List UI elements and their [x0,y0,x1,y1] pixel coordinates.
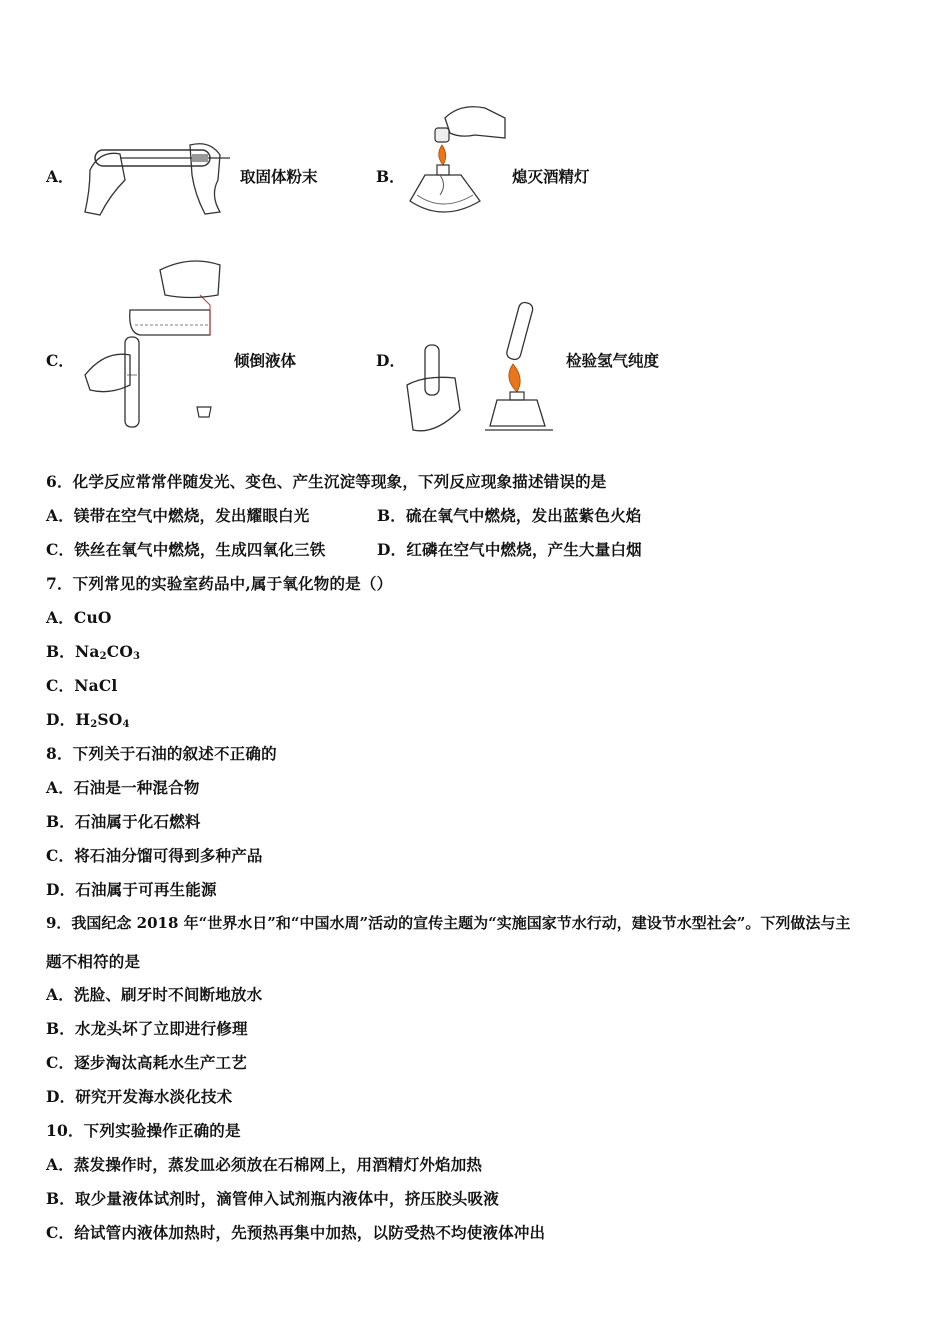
figure-test-hydrogen-purity [405,300,555,440]
q7-d-sub1: 2 [90,719,98,730]
q7-stem: 7．下列常见的实验室药品中,属于氧化物的是（） [46,574,393,593]
q7-d-mid: SO [97,710,123,729]
option-c-letter: C． [46,351,74,370]
option-c-caption: 倾倒液体 [234,351,297,370]
option-a-letter: A． [46,167,74,186]
q8-option-a: A．石油是一种混合物 [46,778,200,797]
q6-option-a: A．镁带在空气中燃烧，发出耀眼白光 [46,506,310,525]
q7-b-mid: CO [106,642,134,661]
q7-d-sub2: 4 [122,719,130,730]
q8-option-c: C．将石油分馏可得到多种产品 [46,846,263,865]
q8-option-d: D．石油属于可再生能源 [46,880,217,899]
q9-option-a: A．洗脸、刷牙时不间断地放水 [46,985,263,1004]
figure-pour-liquid [80,255,230,435]
q8-stem: 8．下列关于石油的叙述不正确的 [46,744,277,763]
q9-option-b: B．水龙头坏了立即进行修理 [46,1019,248,1038]
q7-option-c: C．NaCl [46,676,118,695]
q6-stem: 6．化学反应常常伴随发光、变色、产生沉淀等现象，下列反应现象描述错误的是 [46,472,607,491]
q7-option-a: A．CuO [46,608,112,627]
q6-option-d: D．红磷在空气中燃烧，产生大量白烟 [377,540,642,559]
q7-d-prefix: D．H [46,710,91,729]
q6-option-b: B．硫在氧气中燃烧，发出蓝紫色火焰 [377,506,642,525]
q7-option-b [46,640,140,662]
figure-take-solid-powder [80,140,230,215]
q8-option-b: B．石油属于化石燃料 [46,812,201,831]
q10-option-b: B．取少量液体试剂时，滴管伸入试剂瓶内液体中，挤压胶头吸液 [46,1189,499,1208]
q7-b-sub1: 2 [99,651,107,662]
q7-b-prefix: B．Na [46,642,100,661]
q7-b-sub2: 3 [133,651,141,662]
figure-extinguish-alcohol-lamp [405,103,505,223]
q9-option-d: D．研究开发海水淡化技术 [46,1087,233,1106]
q10-stem: 10．下列实验操作正确的是 [46,1121,241,1140]
option-a-caption: 取固体粉末 [240,167,318,186]
q10-option-a: A．蒸发操作时，蒸发皿必须放在石棉网上，用酒精灯外焰加热 [46,1155,483,1174]
q9-stem-line2: 题不相符的是 [46,952,141,971]
q9-option-c: C．逐步淘汰高耗水生产工艺 [46,1053,247,1072]
option-b-caption: 熄灭酒精灯 [512,167,590,186]
option-b-letter: B． [376,167,405,186]
q10-option-c: C．给试管内液体加热时，先预热再集中加热，以防受热不均使液体冲出 [46,1223,546,1242]
q7-option-d [46,708,130,730]
q6-option-c: C．铁丝在氧气中燃烧，生成四氧化三铁 [46,540,326,559]
option-d-caption: 检验氢气纯度 [566,351,660,370]
option-d-letter: D． [376,351,405,370]
q9-stem-line1: 9．我国纪念 2018 年“世界水日”和“中国水周”活动的宣传主题为“实施国家节水行动，建设节水型社会”。下列做法与主 [46,914,851,932]
